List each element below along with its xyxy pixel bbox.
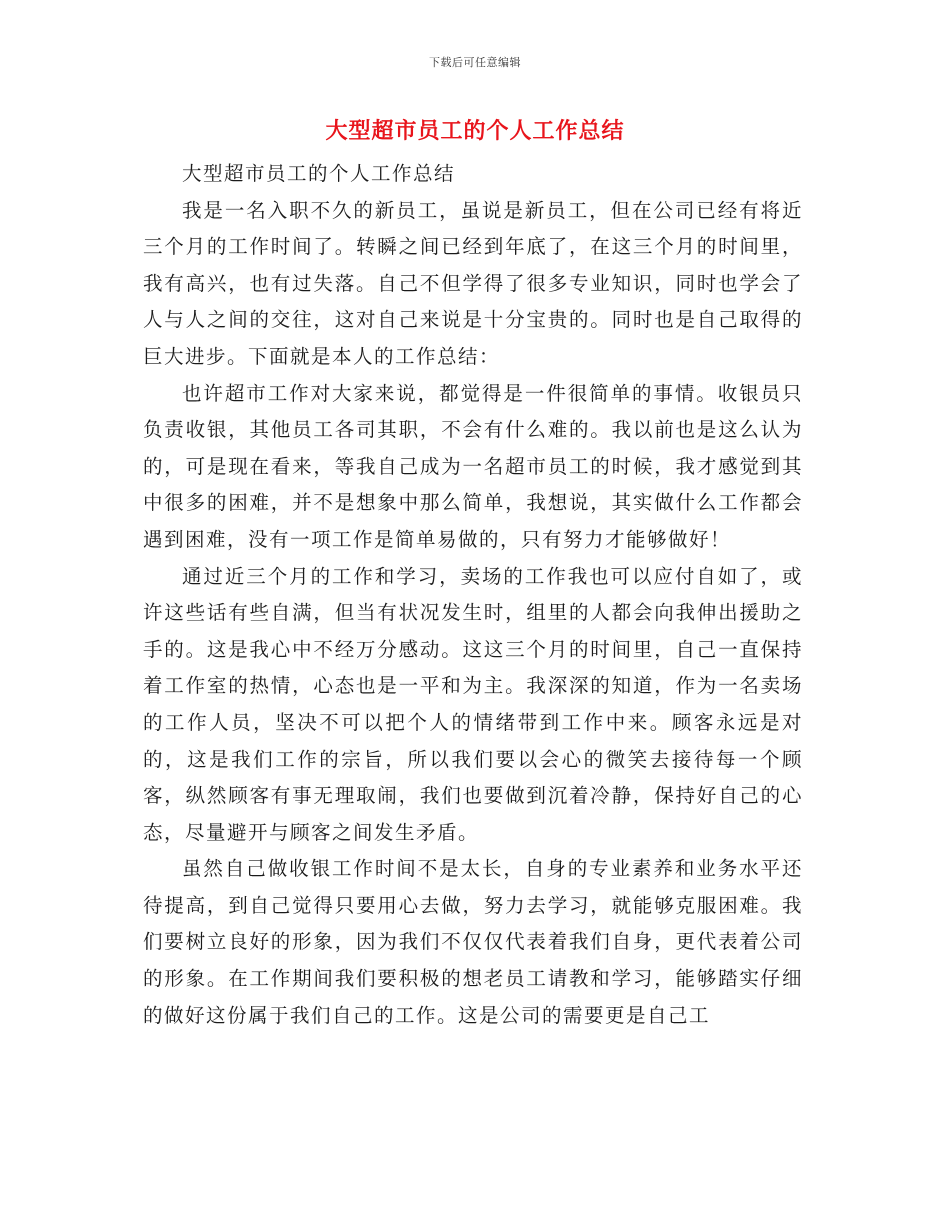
document-body xyxy=(143,156,803,1034)
paragraph-subtitle: 大型超市员工的个人工作总结 xyxy=(182,162,456,185)
paragraph-intro: 我是一名入职不久的新员工，虽说是新员工，但在公司已经有将近三个月的工作时间了。转瞬之间已经到年底了，在这三个月的时间里，我有高兴，也有过失落。自己不但学得了很多专业知识，同时也学会了人与人之间的交往，这对自己来说是十分宝贵的。同时也是自己取得的巨大进步。下面就是本人的工作总结： xyxy=(143,198,803,368)
header-note: 下载后可任意编辑 xyxy=(429,56,521,69)
document-title: 大型超市员工的个人工作总结 xyxy=(325,118,625,144)
paragraph-improvement: 虽然自己做收银工作时间不是太长，自身的专业素养和业务水平还待提高，到自己觉得只要用心去做，努力去学习，就能够克服困难。我们要树立良好的形象，因为我们不仅仅代表着我们自身，更代表着公司的形象。在工作期间我们要积极的想老员工请教和学习，能够踏实仔细的做好这份属于我们自己的工作。这是公司的需要更是自己工 xyxy=(143,857,803,1027)
paragraph-difficulty: 也许超市工作对大家来说，都觉得是一件很简单的事情。收银员只负责收银，其他员工各司其职，不会有什么难的。我以前也是这么认为的，可是现在看来，等我自己成为一名超市员工的时候，我才感觉到其中很多的困难，并不是想象中那么简单，我想说，其实做什么工作都会遇到困难，没有一项工作是简单易做的，只有努力才能够做好！ xyxy=(143,381,803,551)
paragraph-attitude: 通过近三个月的工作和学习，卖场的工作我也可以应付自如了，或许这些话有些自满，但当有状况发生时，组里的人都会向我伸出援助之手的。这是我心中不经万分感动。这这三个月的时间里，自己一直保持着工作室的热情，心态也是一平和为主。我深深的知道，作为一名卖场的工作人员，坚决不可以把个人的情绪带到工作中来。顾客永远是对的，这是我们工作的宗旨，所以我们要以会心的微笑去接待每一个顾客，纵然顾客有事无理取闹，我们也要做到沉着冷静，保持好自己的心态，尽量避开与顾客之间发生矛盾。 xyxy=(143,564,803,844)
